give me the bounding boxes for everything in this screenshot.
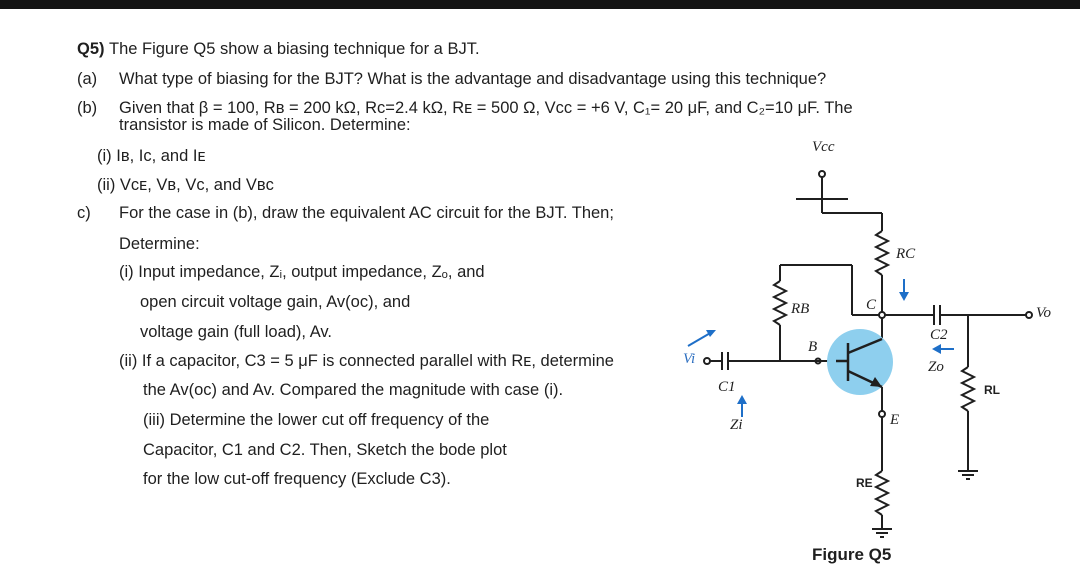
part-b-ii: (ii) Vᴄᴇ, Vʙ, Vᴄ, and Vʙᴄ [97,176,274,194]
figure-caption: Figure Q5 [812,545,892,564]
re-label: RE [856,476,873,490]
c2-label: C2 [930,327,948,343]
part-a-text: What type of biasing for the BJT? What is the advantage and disadvantage using this technique? [119,70,827,88]
question-heading: Q5) [77,40,105,58]
rl-label: RL [984,383,1000,397]
part-b-line2: transistor is made of Silicon. Determine: [119,116,411,134]
part-c-i-line1: (i) Input impedance, Zᵢ, output impedance, Zₒ, and [119,263,485,281]
collector-label: C [866,297,877,313]
vcc-label: Vcc [812,139,835,155]
rc-resistor [876,231,888,275]
part-c-ii-line1: (ii) If a capacitor, C3 = 5 μF is connected parallel with Rᴇ, determine [119,352,614,370]
part-b-i: (i) Iʙ, Iᴄ, and Iᴇ [97,147,206,165]
base-label: B [808,339,818,355]
part-c-determine: Determine: [119,235,200,253]
part-c-label: c) [77,204,91,222]
emitter-label: E [890,412,900,428]
part-c-i-line2: open circuit voltage gain, Av(oc), and [140,293,411,311]
collector-node [879,312,885,318]
part-c-iii-line2: Capacitor, C1 and C2. Then, Sketch the bode plot [143,441,507,459]
part-c-i-line3: voltage gain (full load), Av. [140,323,333,341]
re-resistor [876,471,888,515]
document-page [0,9,1080,565]
zi-label: Zi [730,417,743,433]
part-a-label: (a) [77,70,98,88]
rl-resistor [962,367,974,411]
question-intro: The Figure Q5 show a biasing technique for a BJT. [109,40,480,58]
part-c-text: For the case in (b), draw the equivalent AC circuit for the BJT. Then; [119,204,614,222]
vi-terminal [704,358,710,364]
zo-label: Zo [928,359,944,375]
part-b-label: (b) [77,99,98,117]
circuit-schematic [0,9,1080,565]
part-b-line1: Given that β = 100, Rʙ = 200 kΩ, Rᴄ=2.4 kΩ, Rᴇ = 500 Ω, Vcc = +6 V, C₁= 20 μF, and C₂=10 μF. The [119,99,853,117]
part-c-ii-line2: the Av(oc) and Av. Compared the magnitude with case (i). [143,381,564,399]
vi-label: Vi [683,351,696,367]
part-c-iii-line1: (iii) Determine the lower cut off frequency of the [143,411,490,429]
vcc-terminal [819,171,825,177]
emitter-node [879,411,885,417]
vo-terminal [1026,312,1032,318]
rb-label: RB [791,301,810,317]
vo-label: Vo [1036,305,1051,321]
rc-label: RC [896,246,916,262]
part-c-iii-line3: for the low cut-off frequency (Exclude C3). [143,470,451,488]
c1-label: C1 [718,379,736,395]
rb-resistor [774,281,786,325]
